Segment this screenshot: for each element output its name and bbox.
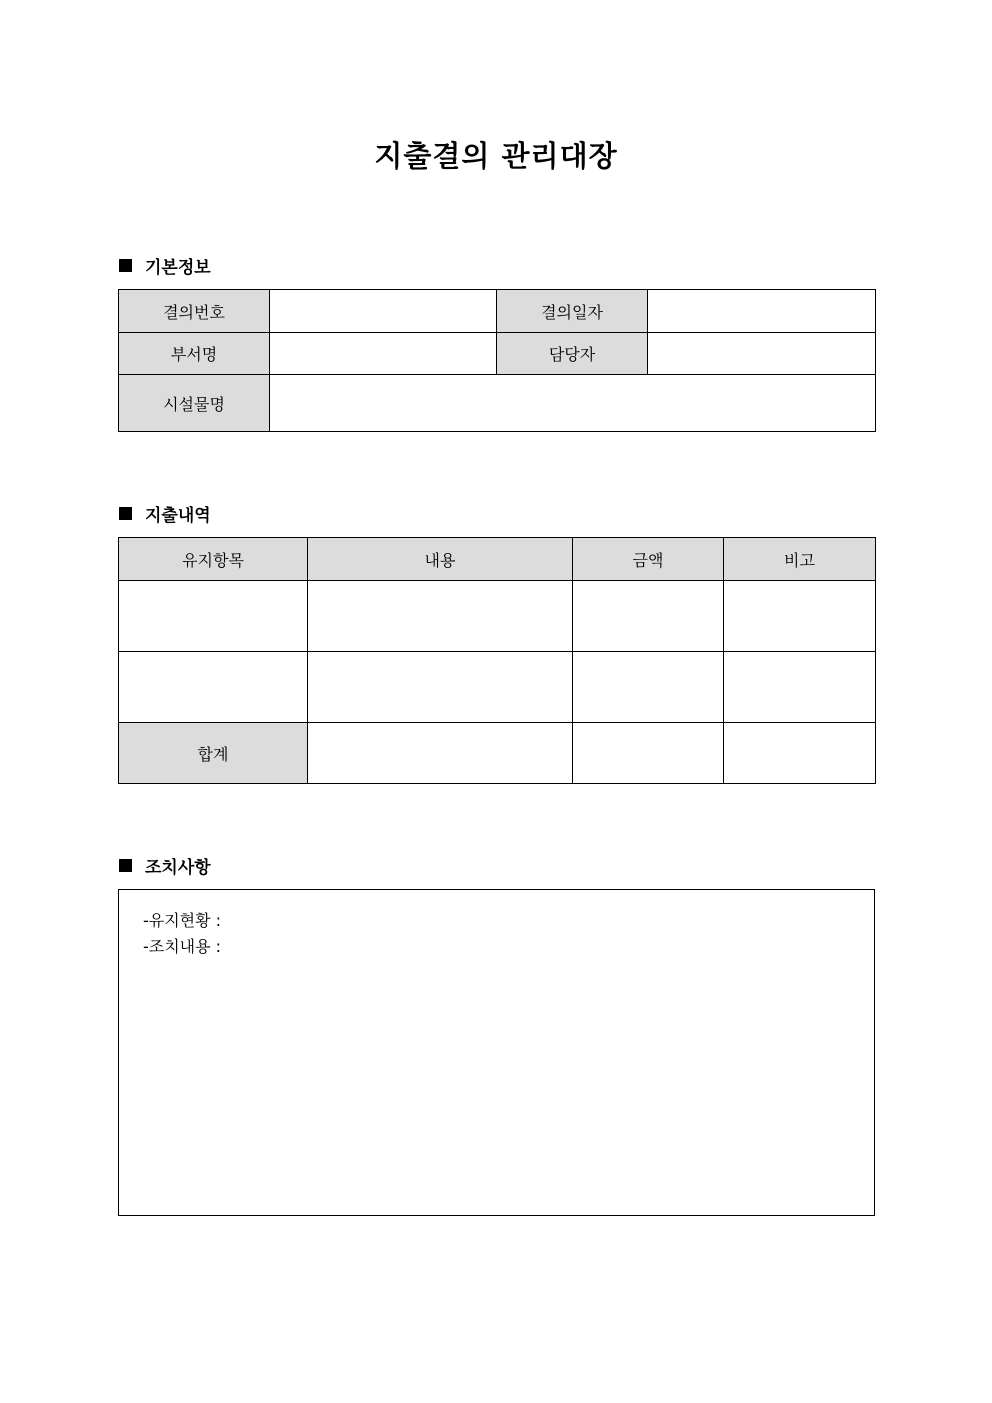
basic-info-table: [118, 289, 876, 432]
amount-cell[interactable]: [573, 581, 724, 652]
page-title: 지출결의 관리대장: [374, 139, 618, 173]
basic-info-heading-text: 기본정보: [145, 257, 211, 278]
table-row: [119, 652, 876, 723]
maintenance-item-cell[interactable]: [119, 581, 308, 652]
manager-field[interactable]: [648, 333, 876, 375]
expenditure-heading: [119, 501, 211, 525]
column-header-content: 내용: [308, 538, 573, 581]
total-remarks-cell[interactable]: [724, 723, 876, 784]
actions-notes-box[interactable]: [118, 889, 875, 1216]
manager-label: 담당자: [497, 333, 648, 375]
square-bullet-icon: [119, 507, 132, 520]
resolution-date-field[interactable]: [648, 290, 876, 333]
remarks-cell[interactable]: [724, 581, 876, 652]
square-bullet-icon: [119, 859, 132, 872]
column-header-remarks: 비고: [724, 538, 876, 581]
column-header-amount: 금액: [573, 538, 724, 581]
remarks-cell[interactable]: [724, 652, 876, 723]
basic-info-heading: [119, 253, 211, 277]
total-content-cell[interactable]: [308, 723, 573, 784]
maintenance-status-line: -유지현황 :: [143, 911, 222, 930]
table-row: [119, 581, 876, 652]
total-amount-cell[interactable]: [573, 723, 724, 784]
total-label: 합계: [119, 723, 308, 784]
expenditure-heading-text: 지출내역: [145, 505, 211, 526]
maintenance-item-cell[interactable]: [119, 652, 308, 723]
resolution-number-label: 결의번호: [119, 290, 270, 333]
amount-cell[interactable]: [573, 652, 724, 723]
column-header-maintenance-item: 유지항목: [119, 538, 308, 581]
total-row: [119, 723, 876, 784]
square-bullet-icon: [119, 259, 132, 272]
facility-name-field[interactable]: [270, 375, 876, 432]
actions-heading: [119, 853, 211, 877]
resolution-date-label: 결의일자: [497, 290, 648, 333]
department-label: 부서명: [119, 333, 270, 375]
content-cell[interactable]: [308, 581, 573, 652]
content-cell[interactable]: [308, 652, 573, 723]
department-field[interactable]: [270, 333, 497, 375]
action-details-line: -조치내용 :: [143, 937, 222, 956]
actions-heading-text: 조치사항: [145, 857, 211, 878]
resolution-number-field[interactable]: [270, 290, 497, 333]
expenditure-table: [118, 537, 876, 784]
facility-name-label: 시설물명: [119, 375, 270, 432]
